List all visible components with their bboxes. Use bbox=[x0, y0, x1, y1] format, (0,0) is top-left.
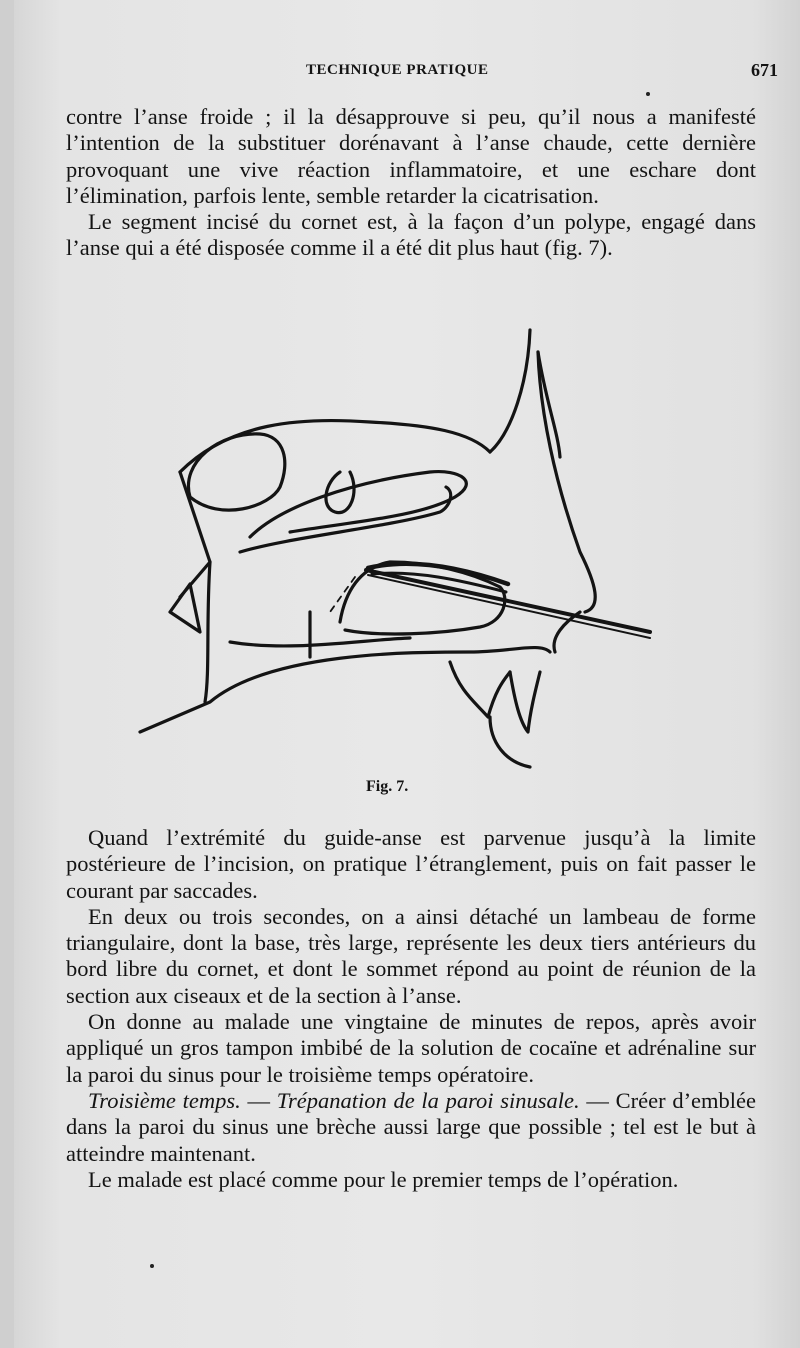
snare-guide-rod bbox=[366, 570, 650, 632]
running-header bbox=[14, 60, 800, 84]
page-number: 671 bbox=[751, 60, 778, 80]
paragraph: Le segment incisé du cornet est, à la façon d’un polype, engagé dans l’anse qui a été disposée comme il a été dit plus haut (fig. 7). bbox=[66, 209, 756, 261]
nasal-anatomy-snare-drawing bbox=[110, 322, 670, 782]
third-step-paragraph bbox=[66, 1088, 756, 1167]
third-step-dash-2: — bbox=[579, 1087, 616, 1113]
print-speck bbox=[150, 1264, 154, 1268]
third-step-dash: — bbox=[240, 1087, 277, 1113]
inferior-meatus bbox=[230, 638, 410, 646]
paragraph: Quand l’extrémité du guide-anse est parvenue jusqu’à la limite postérieure de l’incision, on pratique l’étranglement, puis on fait passer le courant par saccades. bbox=[66, 825, 756, 903]
posterior-wall bbox=[180, 472, 210, 597]
text-block-bottom bbox=[66, 825, 756, 1193]
paragraph: Le malade est placé comme pour le premier temps de l’opération. bbox=[88, 1166, 679, 1192]
third-step-title: Trépanation de la paroi sinusale. bbox=[276, 1087, 580, 1113]
header-title: TECHNIQUE PRATIQUE bbox=[306, 62, 489, 78]
figure-caption: Fig. 7. bbox=[366, 778, 409, 795]
text-block-top bbox=[66, 104, 756, 262]
paragraph: On donne au malade une vingtaine de minutes de repos, après avoir appliqué un gros tampon imbibé de la solution de cocaïne et adrénaline sur la paroi du sinus pour le troisième temps opératoire. bbox=[66, 1009, 756, 1087]
book-page bbox=[14, 0, 800, 1348]
print-speck bbox=[646, 92, 650, 96]
paragraph: En deux ou trois secondes, on a ainsi détaché un lambeau de forme triangulaire, dont la base, très large, représente les deux tiers antérieurs du bord libre du cornet, et dont le sommet répond au point de réunion de la section aux ciseaux et de la section à l’anse. bbox=[66, 903, 756, 1008]
alveolar-ridge bbox=[450, 662, 510, 717]
third-step-text: Créer d’emblée dans la paroi du sinus une brèche aussi large que possible ; tel est le but à atteindre maintenant. bbox=[66, 1087, 757, 1166]
figure-7-illustration bbox=[110, 322, 670, 782]
nasal-dorsum-line bbox=[490, 330, 530, 452]
skull-base-line bbox=[180, 420, 490, 472]
tooth-outline bbox=[510, 672, 540, 732]
pharynx-wall bbox=[205, 562, 210, 702]
third-step-label: Troisième temps. bbox=[88, 1087, 241, 1113]
triangle-marker bbox=[170, 584, 200, 632]
paragraph: contre l’anse froide ; il la désapprouve si peu, qu’il nous a manifesté l’intention de la substituer dorénavant à l’anse chaude, cette dernière provoquant une vive réaction inflammatoire, et une eschare dont l’élimination, parfois lente, semble retarder la cicatrisation. bbox=[66, 104, 756, 208]
sphenoid-sinus bbox=[188, 434, 284, 510]
